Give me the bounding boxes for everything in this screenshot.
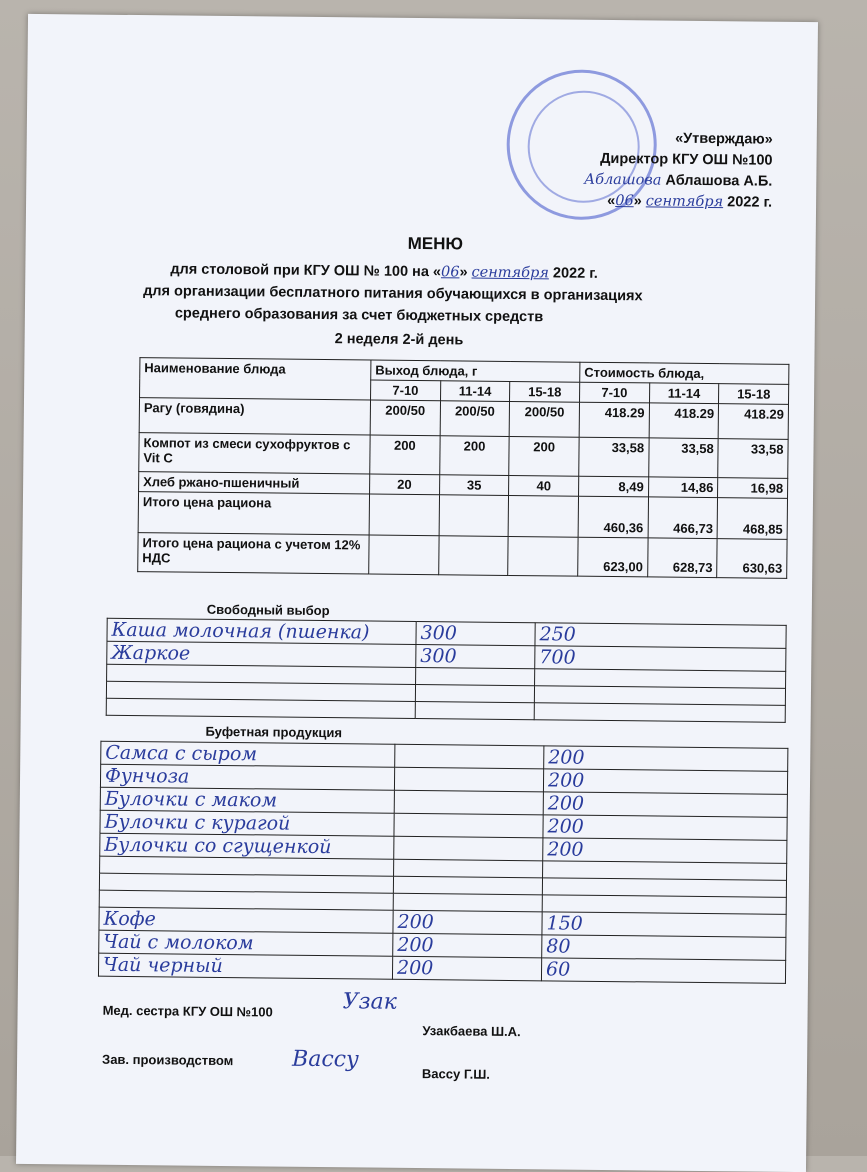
table-row: Компот из смеси сухофруктов с Vit C 200 200 200 33,58 33,58 33,58 xyxy=(139,433,788,479)
table-row: Фунчоза 200 xyxy=(100,764,787,794)
director-name: Аблашова А.Б. xyxy=(665,172,773,190)
header-dish: Наименование блюда xyxy=(140,358,371,400)
table-row: Самса с сыром 200 xyxy=(101,741,788,771)
buffet-label: Буфетная продукция xyxy=(205,723,343,741)
subtitle-line-2: для организации бесплатного питания обучающихся в организациях xyxy=(143,283,643,305)
table-row-total: Итого цена рациона 460,36 466,73 468,85 xyxy=(138,492,787,540)
approval-director: Директор КГУ ОШ №100 xyxy=(600,150,773,169)
table-row-total-vat: Итого цена рациона с учетом 12% НДС 623,00 628,73 630,63 xyxy=(138,533,787,579)
nurse-name: Узакбаева Ш.А. xyxy=(422,1023,521,1040)
table-row: Каша молочная (пшенка) 300 250 xyxy=(107,618,786,648)
table-row: Кофе 200 150 xyxy=(99,907,786,937)
chief-name: Вассу Г.Ш. xyxy=(421,1066,490,1082)
table-row: Хлеб ржано-пшеничный 20 35 40 8,49 14,86 16,98 xyxy=(139,472,788,499)
table-row: Булочки с курагой 200 xyxy=(100,810,787,840)
page-title: МЕНЮ xyxy=(407,233,464,254)
chief-label: Зав. производством xyxy=(102,1051,234,1069)
menu-table xyxy=(137,357,789,579)
director-signature: Аблашова xyxy=(584,171,662,189)
approval-year: 2022 г. xyxy=(727,194,773,211)
table-row: Жаркое 300 700 xyxy=(107,641,786,671)
approval-month: сентября xyxy=(645,193,724,211)
age-group-row: 7-10 11-14 15-18 7-10 11-14 15-18 xyxy=(140,378,789,405)
buffet-table xyxy=(98,741,788,984)
table-row: Булочки со сгущенкой 200 xyxy=(100,833,787,863)
document-page xyxy=(16,14,818,1172)
table-row: Чай с молоком 200 80 xyxy=(99,930,786,960)
nurse-signature: Узак xyxy=(342,989,397,1015)
nurse-label: Мед. сестра КГУ ОШ №100 xyxy=(102,1002,273,1020)
header-yield: Выход блюда, г xyxy=(371,360,580,382)
table-row: Чай черный 200 60 xyxy=(98,953,785,983)
approval-heading: «Утверждаю» xyxy=(675,130,773,148)
free-choice-table xyxy=(106,618,787,723)
approval-block: «Утверждаю» Директор КГУ ОШ №100 Аблашова Аблашова А.Б. «06» сентября 2022 г. xyxy=(512,127,773,214)
subtitle-line-4: 2 неделя 2-й день xyxy=(334,331,464,349)
approval-day: 06 xyxy=(615,193,634,210)
subtitle-line-1: для столовой при КГУ ОШ № 100 на «06» сентября 2022 г. xyxy=(170,261,598,282)
header-cost: Стоимость блюда, xyxy=(580,362,789,384)
table-row: Булочки с маком 200 xyxy=(100,787,787,817)
free-choice-label: Свободный выбор xyxy=(206,601,330,619)
chief-signature: Вассу xyxy=(291,1046,359,1073)
table-row: Рагу (говядина) 200/50 200/50 200/50 418.29 418.29 418.29 xyxy=(139,398,788,440)
subtitle-line-3: среднего образования за счет бюджетных средств xyxy=(174,305,544,326)
